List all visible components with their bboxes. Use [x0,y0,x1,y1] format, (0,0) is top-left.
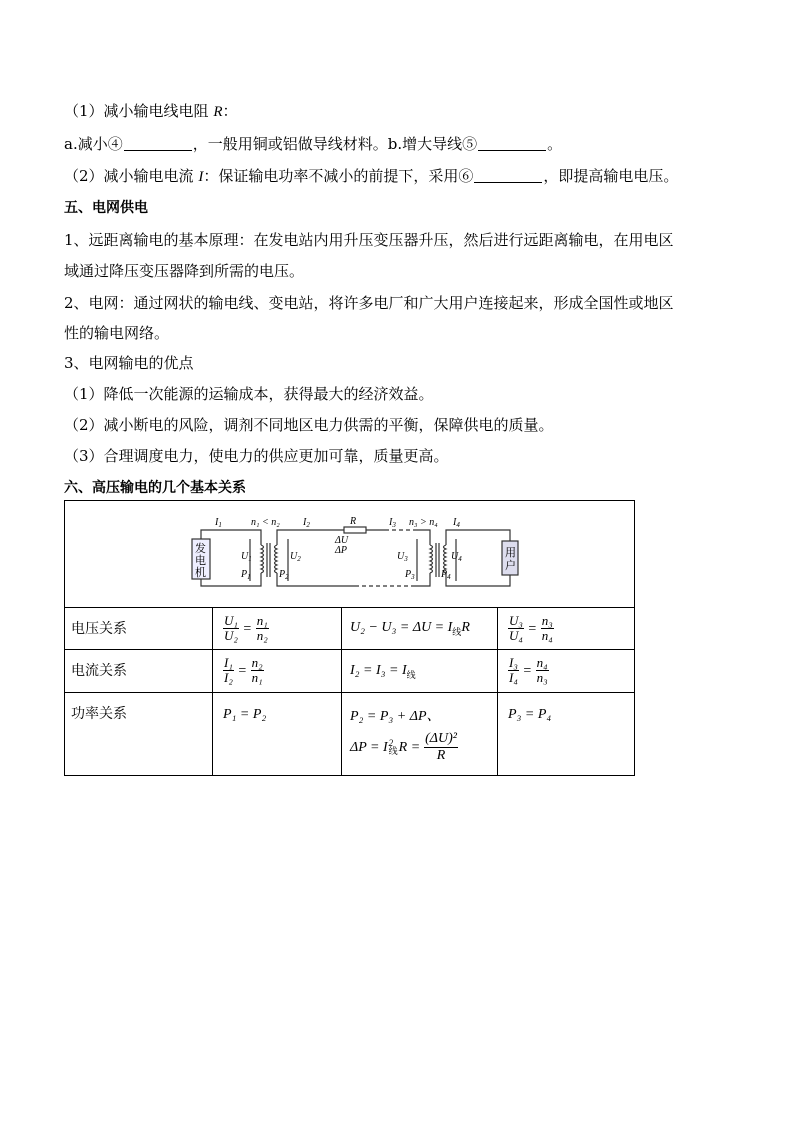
power-eq-1: P₂ = P₃ + ΔP、 [350,709,441,724]
cell-voltage-2: $U_2 - U_3 = \Delta U = I_线R$ [342,608,498,650]
label-U2: $U_2$ [290,551,301,563]
row-label-voltage: 电压关系 [65,608,213,650]
section-heading-6: 六、高压输电的几个基本关系 [64,480,246,496]
cell-power-2 [342,693,498,776]
blank-6[interactable] [474,168,542,183]
circuit-diagram-cell [65,501,635,608]
frac-U3-U4: $\frac{\text{U₃}}{\text{U₄}}$ [509,613,523,643]
text: ，一般用铜或铝做导线材料。b.增大导线⑤ [192,135,478,153]
para-2a: 2、电网：通过网状的输电线、变电站，将许多电厂和广大用户连接起来，形成全国性或地区 [64,294,674,312]
frac-U1-U2: $\frac{\text{U₁}}{\text{U₂}}$ [224,613,238,643]
para-1a: 1、远距离输电的基本原理：在发电站内用升压变压器升压，然后进行远距离输电，在用电区 [64,231,674,249]
generator-char-1: 发 [195,542,206,555]
para-3-2: （2）减小断电的风险，调剂不同地区电力供需的平衡，保障供电的质量。 [64,416,554,434]
frac-n3-n4: $\frac{\text{n₃}}{\text{n₄}}$ [541,613,553,643]
para-3-3: （3）合理调度电力，使电力的供应更加可靠，质量更高。 [64,447,449,465]
text: （1）减小输电线电阻 [64,102,214,120]
label-R: R [350,516,357,527]
label-dP: ΔP [335,545,347,556]
frac-n1-n2: $\frac{\text{n₁}}{\text{n₂}}$ [256,613,268,643]
cell-current-2: $I_2 = I_3 = I_线$ [342,650,498,693]
user-char-2: 户 [505,559,516,572]
label-I1: $I_1$ [215,517,222,529]
row-label-power: 功率关系 [65,693,213,776]
cell-current-3 [498,650,635,693]
para-3: 3、电网输电的优点 [64,354,194,372]
frac-n2-n1: $\frac{\text{n₂}}{\text{n₁}}$ [251,655,263,685]
cell-current-1 [213,650,342,693]
label-I2: $I_2$ [303,517,310,529]
line-reduce-current [64,166,678,187]
row-label-current: 电流关系 [65,650,213,693]
cell-power-1: P₁ = P₂ [213,693,342,776]
label-P2: $P_2$ [279,569,289,581]
text: 。 [547,135,563,153]
label-I4: $I_4$ [453,517,460,529]
frac-I1-I2: $\frac{\text{I₁}}{\text{I₂}}$ [224,655,233,685]
relations-table [64,500,635,776]
var-I: I [198,169,204,185]
eq: = [523,663,532,679]
frac-I3-I4: $\frac{\text{I₃}}{\text{I₄}}$ [509,655,518,685]
label-P4: $P_4$ [441,569,451,581]
label-U3: $U_3$ [397,551,408,563]
user-char-1: 用 [505,546,516,559]
cell-voltage-3 [498,608,635,650]
generator-char-2: 电 [195,554,206,567]
generator-char-3: 机 [195,566,206,579]
para-1b: 域通过降压变压器降到所需的电压。 [64,262,305,280]
eq: = [238,663,247,679]
label-P3: $P_3$ [405,569,415,581]
label-U1: $U_1$ [241,551,252,563]
line-reduce-resistance [64,101,238,122]
cell-voltage-1 [213,608,342,650]
text: ：保证输电功率不减小的前提下，采用⑥ [203,167,474,185]
section-heading-5: 五、电网供电 [64,200,148,216]
text: ： [222,102,238,120]
label-P1: $P_1$ [241,569,251,581]
label-U4: $U_4$ [451,551,462,563]
blank-4[interactable] [124,136,192,151]
para-2b: 性的输电网络。 [64,324,170,342]
eq: = [528,621,537,637]
frac-n4-n3: $\frac{\text{n₄}}{\text{n₃}}$ [536,655,548,685]
label-n1n2: n₁ < n₂ [251,517,280,528]
label-n3n4: n₃ > n₄ [409,517,438,528]
text: a.减小④ [64,135,123,153]
label-dU: ΔU [335,535,349,546]
text: （2）减小输电电流 [64,167,199,185]
line-a-b [64,134,562,154]
eq: = [243,621,252,637]
para-3-1: （1）降低一次能源的运输成本，获得最大的经济效益。 [64,385,434,403]
blank-5[interactable] [478,136,546,151]
circuit-diagram [65,501,634,607]
var-R: R [213,104,223,120]
cell-power-3: P₃ = P₄ [498,693,635,776]
label-I3: $I_3$ [389,517,396,529]
power-eq-2: ΔP = I 2 线 R = $\frac{\text{(ΔU)²}}{R}$ [350,731,457,763]
text: ，即提高输电电压。 [543,167,679,185]
frac-dU2-R: $\frac{\text{(ΔU)²}}{R}$ [425,731,457,763]
